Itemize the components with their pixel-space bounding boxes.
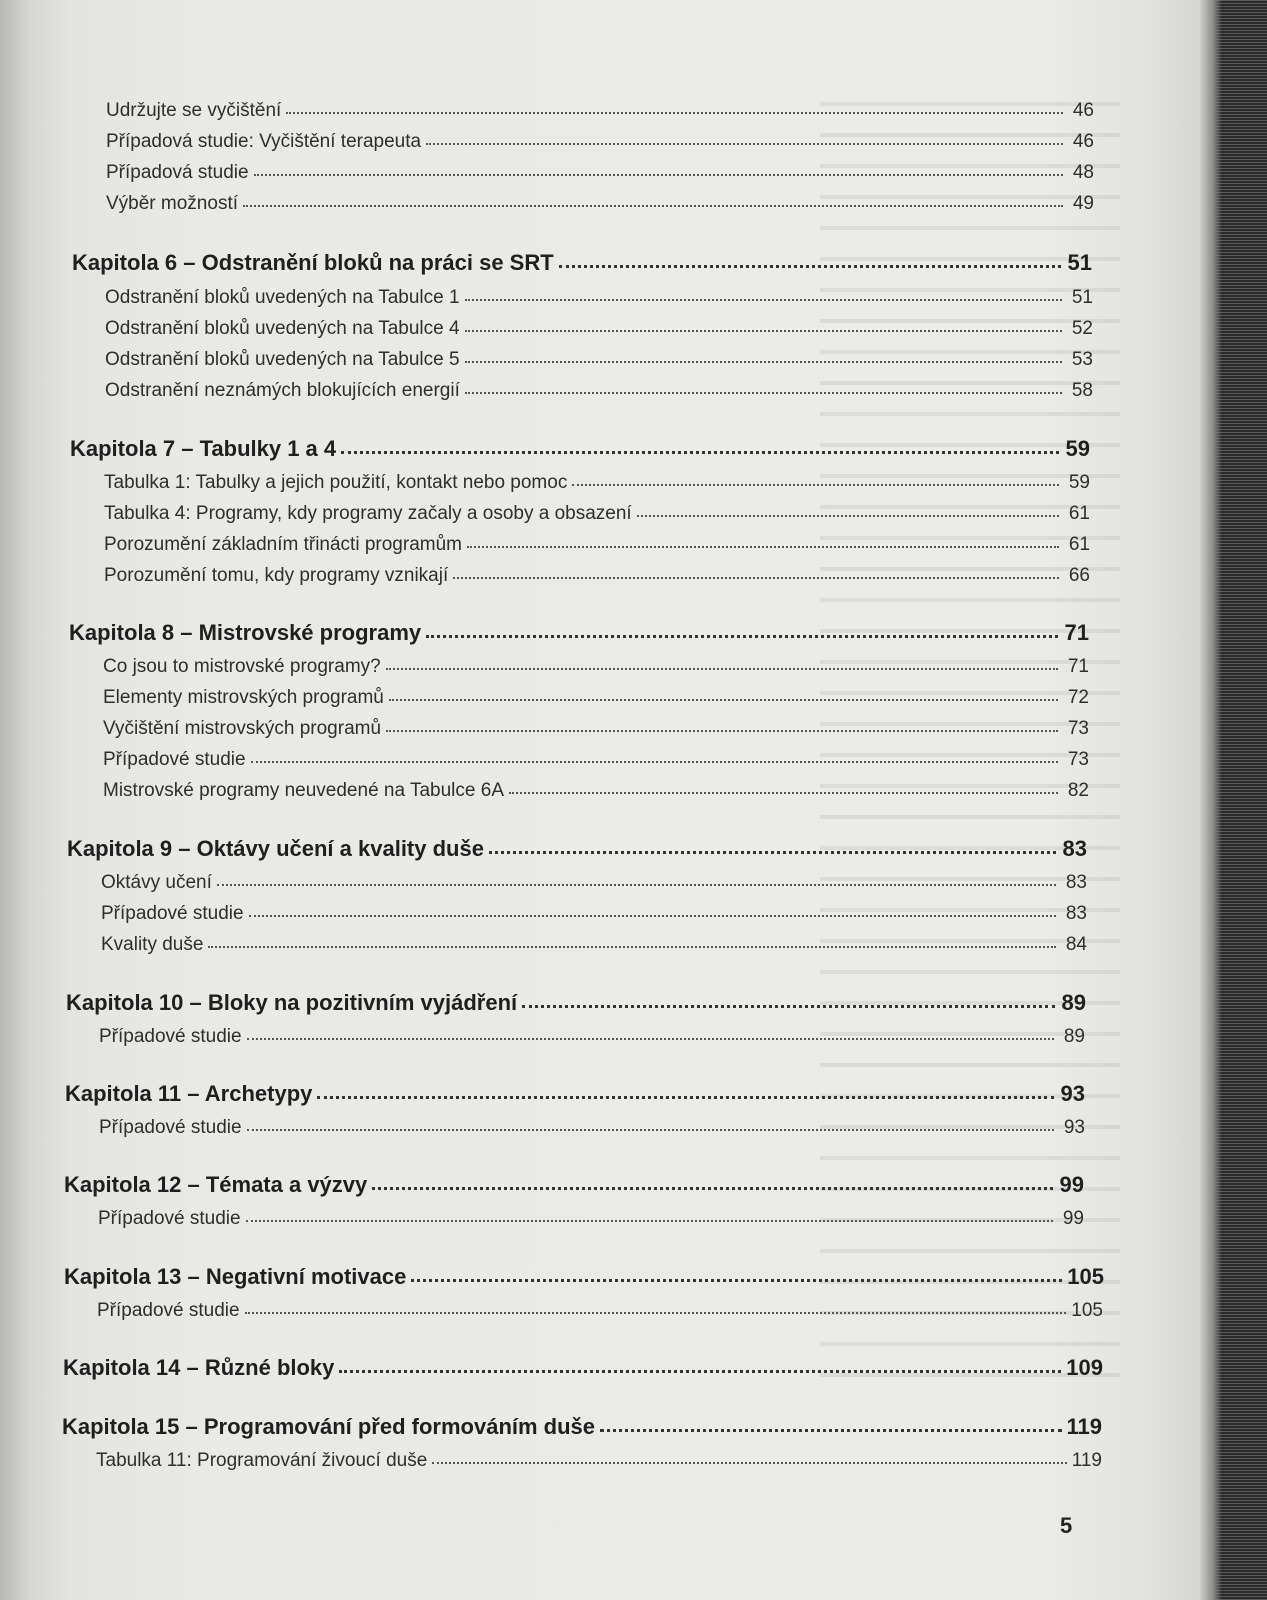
toc-entry-title: Oktávy učení — [101, 872, 212, 893]
toc-entry-title: Kvality duše — [101, 934, 204, 955]
leader-dots — [339, 1367, 1061, 1373]
toc-entry-page: 46 — [1072, 100, 1094, 121]
leader-dots — [465, 358, 1062, 363]
toc-chapter-page: 105 — [1067, 1264, 1104, 1289]
toc-entry — [105, 287, 1093, 313]
toc-entry-title: Odstranění bloků uvedených na Tabulce 5 — [105, 349, 460, 370]
leader-dots — [637, 512, 1059, 517]
toc-entry-title: Tabulka 4: Programy, kdy programy začaly a osoby a obsazení — [104, 503, 632, 524]
toc-chapter-page: 93 — [1060, 1081, 1085, 1106]
toc-entry-page: 105 — [1071, 1300, 1103, 1321]
toc-entry — [103, 718, 1089, 744]
leader-dots — [522, 1002, 1055, 1008]
leader-dots — [465, 327, 1062, 332]
toc-entry-title: Vyčištění mistrovských programů — [103, 718, 382, 739]
toc-entry-title: Případové studie — [98, 1208, 241, 1229]
toc-entry — [101, 872, 1087, 898]
toc-chapter-title: Kapitola 14 – Různé bloky — [63, 1355, 335, 1380]
toc-entry — [103, 656, 1089, 682]
leader-dots — [247, 1126, 1054, 1131]
toc-entry-title: Porozumění tomu, kdy programy vznikají — [104, 565, 449, 586]
toc-entry-page: 58 — [1071, 380, 1093, 401]
leader-dots — [600, 1426, 1061, 1432]
leader-dots — [509, 789, 1058, 794]
toc-chapter-page: 51 — [1067, 250, 1092, 275]
toc-entry-title: Případová studie: Vyčištění terapeuta — [106, 131, 422, 152]
toc-entry-page: 72 — [1067, 687, 1089, 708]
toc-entry-page: 83 — [1065, 903, 1087, 924]
leader-dots — [389, 696, 1058, 701]
toc-chapter-page: 89 — [1061, 990, 1086, 1015]
toc-entry-title: Elementy mistrovských programů — [103, 687, 384, 708]
toc-entry-title: Výběr možností — [106, 193, 238, 214]
toc-chapter-title: Kapitola 8 – Mistrovské programy — [69, 620, 422, 645]
toc-entry — [104, 503, 1090, 529]
toc-entry — [106, 131, 1094, 157]
toc-entry-page: 83 — [1065, 872, 1087, 893]
toc-entry-page: 61 — [1068, 503, 1090, 524]
leader-dots — [465, 296, 1062, 301]
toc-entry-title: Případové studie — [97, 1300, 240, 1321]
leader-dots — [249, 912, 1056, 917]
leader-dots — [559, 262, 1061, 268]
page-number: 5 — [1060, 1513, 1073, 1538]
leader-dots — [432, 1459, 1066, 1464]
toc-entry-title: Tabulka 1: Tabulky a jejich použití, kontakt nebo pomoc — [104, 472, 568, 493]
toc-entry-page: 51 — [1071, 287, 1093, 308]
toc-entry-page: 49 — [1072, 193, 1094, 214]
toc-entry — [104, 534, 1090, 560]
toc-entry — [103, 687, 1089, 713]
leader-dots — [286, 109, 1063, 114]
toc-chapter-page: 59 — [1065, 436, 1090, 461]
leader-dots — [372, 1184, 1053, 1190]
toc-entry-page: 61 — [1068, 534, 1090, 555]
toc-chapter-title: Kapitola 7 – Tabulky 1 a 4 — [70, 436, 337, 461]
toc-chapter — [64, 1172, 1084, 1202]
toc-entry-title: Udržujte se vyčištění — [106, 100, 282, 121]
toc-entry — [106, 162, 1094, 188]
toc-entry — [106, 193, 1094, 219]
leader-dots — [453, 574, 1059, 579]
toc-entry-title: Případové studie — [99, 1026, 242, 1047]
leader-dots — [245, 1309, 1067, 1314]
toc-entry-title: Co jsou to mistrovské programy? — [103, 656, 381, 677]
toc-chapter-page: 71 — [1064, 620, 1089, 645]
toc-chapter-page: 99 — [1059, 1172, 1084, 1197]
toc-chapter — [64, 1264, 1104, 1294]
leader-dots — [251, 758, 1058, 763]
leader-dots — [467, 543, 1059, 548]
toc-entry — [101, 934, 1087, 960]
toc-entry — [103, 780, 1089, 806]
toc-entry — [104, 565, 1090, 591]
toc-entry-page: 73 — [1067, 749, 1089, 770]
toc-chapter — [72, 250, 1092, 280]
leader-dots — [254, 171, 1063, 176]
toc-chapter — [62, 1414, 1102, 1444]
toc-entry-page: 73 — [1067, 718, 1089, 739]
toc-entry-page: 82 — [1067, 780, 1089, 801]
leader-dots — [426, 632, 1058, 638]
toc-entry — [101, 903, 1087, 929]
toc-entry-title: Případové studie — [101, 903, 244, 924]
toc-entry — [97, 1300, 1103, 1326]
toc-entry-page: 71 — [1067, 656, 1089, 677]
toc-entry — [98, 1208, 1084, 1234]
toc-chapter-title: Kapitola 9 – Oktávy učení a kvality duše — [67, 836, 484, 861]
toc-chapter — [66, 990, 1086, 1020]
leader-dots — [247, 1035, 1054, 1040]
leader-dots — [341, 448, 1059, 454]
toc-chapter-title: Kapitola 13 – Negativní motivace — [64, 1264, 407, 1289]
toc-chapter — [70, 436, 1090, 466]
toc-entry — [105, 318, 1093, 344]
leader-dots — [246, 1217, 1053, 1222]
leader-dots — [208, 943, 1056, 948]
toc-entry-title: Porozumění základním třinácti programům — [104, 534, 462, 555]
toc-chapter-page: 119 — [1066, 1414, 1102, 1439]
toc-entry-title: Odstranění neznámých blokujících energií — [105, 380, 460, 401]
leader-dots — [465, 389, 1062, 394]
leader-dots — [386, 665, 1058, 670]
toc-entry-page: 52 — [1071, 318, 1093, 339]
toc-chapter-title: Kapitola 10 – Bloky na pozitivním vyjádření — [66, 990, 518, 1015]
book-edge — [1200, 0, 1267, 1600]
toc-entry — [105, 380, 1093, 406]
toc-chapter — [65, 1081, 1085, 1111]
toc-chapter — [63, 1355, 1103, 1385]
toc-entry-title: Mistrovské programy neuvedené na Tabulce 6A — [103, 780, 504, 801]
toc-entry — [104, 472, 1090, 498]
toc-entry-page: 99 — [1062, 1208, 1084, 1229]
toc-entry — [99, 1117, 1085, 1143]
toc-entry-title: Tabulka 11: Programování živoucí duše — [96, 1450, 428, 1471]
toc-entry-page: 53 — [1071, 349, 1093, 370]
toc-entry-page: 48 — [1072, 162, 1094, 183]
leader-dots — [426, 140, 1063, 145]
toc-chapter-title: Kapitola 11 – Archetypy — [65, 1081, 313, 1106]
leader-dots — [217, 881, 1056, 886]
toc-chapter-page: 83 — [1062, 836, 1087, 861]
toc-entry-page: 46 — [1072, 131, 1094, 152]
leader-dots — [411, 1276, 1062, 1282]
leader-dots — [243, 202, 1063, 207]
toc-entry-title: Případová studie — [106, 162, 249, 183]
toc-chapter-title: Kapitola 6 – Odstranění bloků na práci se SRT — [72, 250, 554, 275]
leader-dots — [317, 1093, 1054, 1099]
toc-chapter — [67, 836, 1087, 866]
toc-entry — [106, 100, 1094, 126]
toc-entry-page: 119 — [1071, 1450, 1102, 1471]
leader-dots — [572, 481, 1059, 486]
toc-entry-title: Případové studie — [99, 1117, 242, 1138]
toc-entry-page: 93 — [1063, 1117, 1085, 1138]
toc-entry-page: 84 — [1065, 934, 1087, 955]
toc-entry-page: 89 — [1063, 1026, 1085, 1047]
toc-chapter-page: 109 — [1066, 1355, 1103, 1380]
toc-entry-title: Případové studie — [103, 749, 246, 770]
toc-entry-title: Odstranění bloků uvedených na Tabulce 1 — [105, 287, 460, 308]
toc-entry-page: 66 — [1068, 565, 1090, 586]
toc-chapter-title: Kapitola 12 – Témata a výzvy — [64, 1172, 368, 1197]
toc-entry — [96, 1450, 1102, 1476]
leader-dots — [489, 848, 1056, 854]
toc-entry — [105, 349, 1093, 375]
toc-entry-title: Odstranění bloků uvedených na Tabulce 4 — [105, 318, 460, 339]
leader-dots — [386, 727, 1058, 732]
toc-chapter — [69, 620, 1089, 650]
toc-entry-page: 59 — [1068, 472, 1090, 493]
toc-entry — [99, 1026, 1085, 1052]
toc-entry — [103, 749, 1089, 775]
toc-chapter-title: Kapitola 15 – Programování před formováním duše — [62, 1414, 596, 1439]
